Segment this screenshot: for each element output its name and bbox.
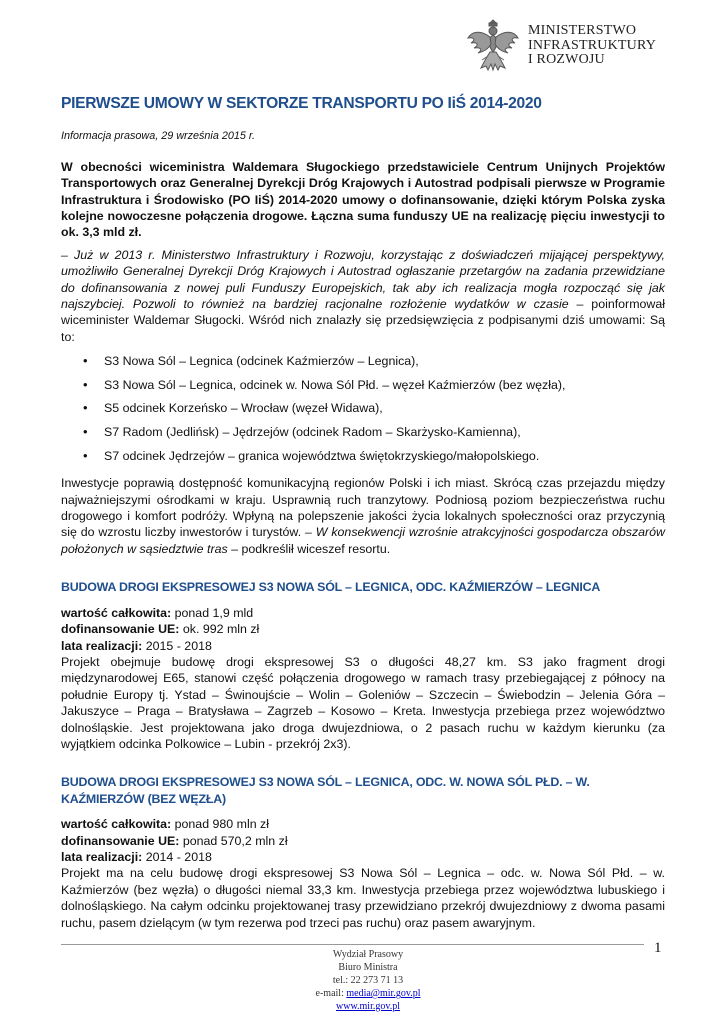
eu-funding [61, 621, 665, 637]
realization-years [61, 849, 665, 865]
footer-website-link[interactable]: www.mir.gov.pl [336, 1001, 400, 1012]
realization-years-value: 2015 - 2018 [142, 638, 212, 653]
list-item: • S7 odcinek Jędrzejów – granica województwa świętokrzyskiego/małopolskiego. [61, 448, 665, 472]
press-release-date: Informacja prasowa, 29 września 2015 r. [61, 130, 256, 143]
investment-list [61, 353, 665, 471]
eu-funding-label: dofinansowanie UE: [61, 833, 180, 848]
section-s3-nowa-sol-kazmierzow [61, 774, 665, 931]
eu-funding-label: dofinansowanie UE: [61, 622, 180, 637]
ministry-name-line-3: I ROZWOJU [528, 52, 605, 67]
section-s3-kazmierzow-legnica [61, 579, 665, 752]
eu-funding-amount: ok. 992 mln zł [179, 622, 260, 637]
footer-divider [61, 944, 644, 945]
intro-text: – poinformował wiceminister Waldemar Sługocki. Wśród nich znalazły się przedsięwzięcia z podpisanymi dziś umowami: Są to: [61, 297, 665, 344]
footer-phone: tel.: 22 273 71 13 [332, 975, 404, 986]
eu-funding [61, 833, 665, 849]
list-item: • S5 odcinek Korzeńsko – Wrocław (węzeł Widawa), [61, 400, 665, 424]
footer-email-link[interactable]: media@mir.gov.pl [346, 988, 421, 999]
total-value-amount: ponad 980 mln zł [171, 817, 269, 832]
polish-eagle-icon [466, 16, 520, 74]
ministry-name [528, 24, 656, 68]
section-heading: BUDOWA DROGI EKSPRESOWEJ S3 NOWA SÓL – LEGNICA, ODC. W. NOWA SÓL PŁD. – W. KAŹMIERZÓW (BEZ WĘZŁA) [61, 775, 590, 806]
footer-www-line [262, 1000, 474, 1013]
lead-paragraph: W obecności wiceministra Waldemara Sługockiego przedstawiciele Centrum Unijnych Projektów Transportowych oraz Generalnej Dyrekcji Dróg Krajowych i Autostrad podpisali pierwsze w Programie Infrastruktura i Środowisko (PO IiŚ) 2014-2020 umowy o dofinansowanie, dzięki którym Polska zyska kolejne nowoczesne połączenia drogowe. Łączna suma funduszy UE na realizację pięciu inwestycji to ok. 3,3 mld zł. [61, 159, 665, 240]
ministry-name-line-2: INFRASTRUKTURY [528, 37, 657, 53]
total-value [61, 816, 665, 832]
list-item: • S3 Nowa Sól – Legnica (odcinek Kaźmierzów – Legnica), [61, 353, 665, 377]
document-body [61, 96, 665, 939]
footer-office: Biuro Ministra [338, 962, 398, 973]
page-number: 1 [654, 940, 662, 956]
realization-years-value: 2014 - 2018 [142, 849, 212, 864]
section-description: Projekt ma na celu budowę drogi ekspresowej S3 Nowa Sól – Legnica – odc. w. Nowa Sól Płd. – w. Kaźmierzów (bez węzła) o długości niemal 33,3 km. Inwestycja przebiega przez województwa lubuskiego i dolnośląskiego. Na całym odcinku projektowanej trasy przewidziano przekrój dwujezdniowy z dwoma pasami ruchu, pasem dzielącym (w tym rezerwa pod trzeci pas ruchu) oraz pasem awaryjnym. [61, 866, 665, 930]
footer-email-label: e-mail: [315, 988, 347, 999]
footer [262, 948, 474, 1013]
section-description: Projekt obejmuje budowę drogi ekspresowej S3 o długości 48,27 km. S3 jako fragment drogi międzynarodowej E65, stanowi część połączenia drogowego w ramach trasy przebiegającej z północy na południe Europy tj. Ystad – Świnoujście – Wolin – Goleniów – Szczecin – Świebodzin – Jelenia Góra – Jakuszyce – Praga – Bratysława – Zagrzeb – Kosowo – Kreta. Inwestycja przebiega przez województwo dolnośląskie. Jest projektowana jako droga dwujezdniowa, o 2 pasach ruchu w każdym kierunku (za wyjątkiem odcinka Polkowice – Lubin - przekrój 2x3). [61, 654, 665, 751]
total-value-label: wartość całkowita: [61, 817, 172, 832]
realization-years-label: lata realizacji: [61, 638, 143, 653]
eu-funding-amount: ponad 570,2 mln zł [179, 833, 288, 848]
investments-text: Inwestycje poprawią dostępność komunikacyjną regionów Polski i ich miast. Skrócą czas przejazdu między najważniejszymi ośrodkami w kraju. Usprawnią ruch tranzytowy. Podniosą poziom bezpieczeństwa ruchu drogowego i komfort podróży. Wpłyną na polepszenie jakości życia lokalnych społeczności oraz przyczynią się do wzrostu liczby inwestorów i turystów. [61, 476, 665, 540]
ministry-name-line-1: MINISTERSTWO [528, 23, 637, 38]
realization-years [61, 638, 665, 654]
total-value-label: wartość całkowita: [61, 605, 172, 620]
ministry-logo [466, 16, 656, 74]
investments-paragraph [61, 475, 665, 557]
total-value [61, 605, 665, 621]
footer-department: Wydział Prasowy [332, 949, 404, 960]
investments-quote: – W konsekwencji wzrośnie atrakcyjności gospodarcza obszarów położonych w sąsiedztwie tras [61, 525, 665, 556]
intro-quote: – Już w 2013 r. Ministerstwo Infrastruktury i Rozwoju, korzystając z doświadczeń mijającej perspektywy, umożliwiło Generalnej Dyrekcji Dróg Krajowych i Autostrad ogłaszanie przetargów na zadania przewidziane do dofinansowania z nowej puli Funduszy Europejskich, tak aby ich realizacja mogła rozpocząć się jak najszybciej. Pozwoli to również na bardziej racjonalne rozłożenie wydatków w czasie [61, 247, 665, 312]
section-heading: BUDOWA DROGI EKSPRESOWEJ S3 NOWA SÓL – LEGNICA, ODC. KAŹMIERZÓW – LEGNICA [61, 580, 601, 595]
footer-email-line [262, 987, 474, 1000]
realization-years-label: lata realizacji: [61, 849, 143, 864]
total-value-amount: ponad 1,9 mld [171, 605, 254, 620]
intro-paragraph [61, 247, 665, 345]
document-title: PIERWSZE UMOWY W SEKTORZE TRANSPORTU PO IiŚ 2014-2020 [61, 95, 542, 112]
investments-tail: – podkreślił wiceszef resortu. [227, 541, 391, 556]
list-item: • S3 Nowa Sól – Legnica, odcinek w. Nowa Sól Płd. – węzeł Kaźmierzów (bez węzła), [61, 377, 665, 401]
list-item: • S7 Radom (Jedlińsk) – Jędrzejów (odcinek Radom – Skarżysko-Kamienna), [61, 424, 665, 448]
